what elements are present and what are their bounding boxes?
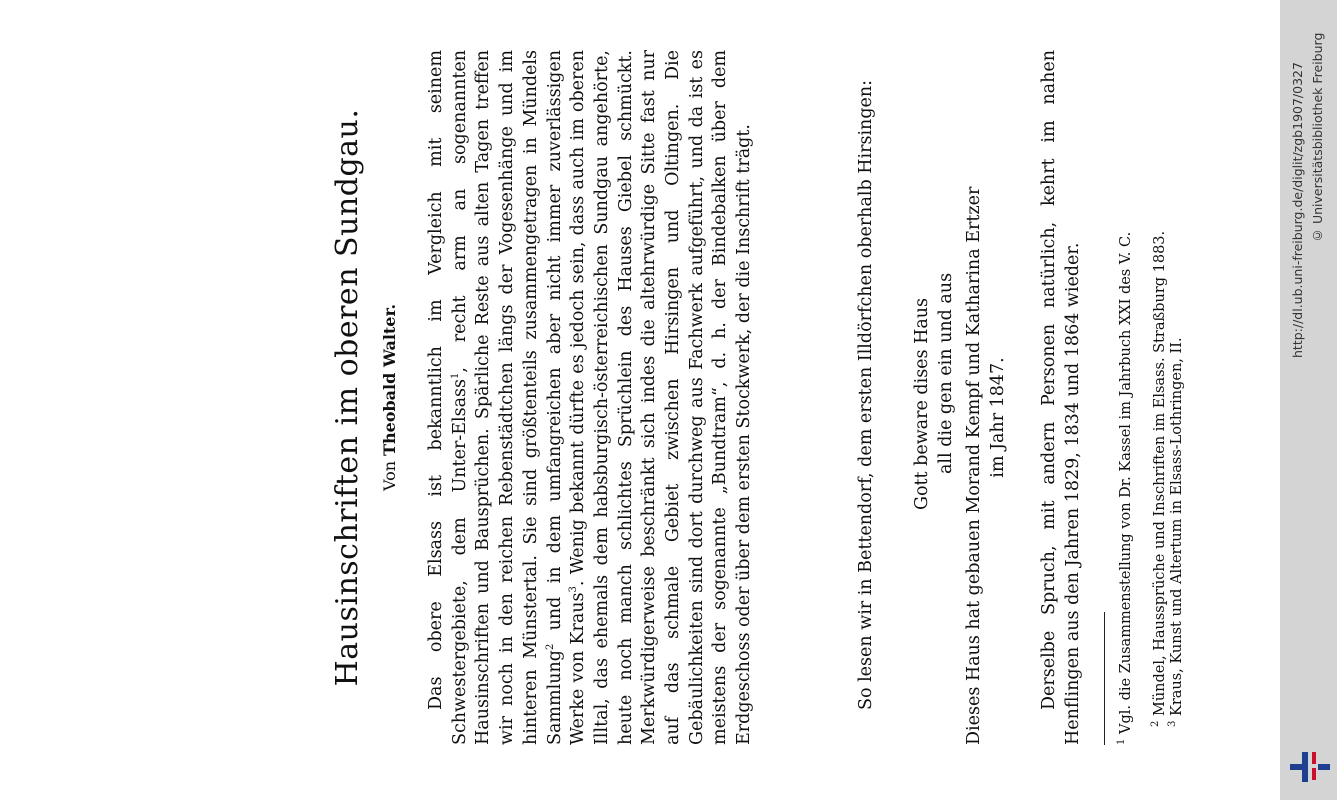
footnote-divider <box>1104 612 1105 745</box>
byline <box>380 50 399 745</box>
footnote-3 <box>1169 50 1186 745</box>
paragraph-1-part-3: und in dem umfangreichen aber nicht immer zuverlässigen Werke von Kraus <box>544 50 589 745</box>
footnote-1 <box>1118 50 1135 745</box>
inscription-line <box>963 50 1010 745</box>
footnote-2-text: Mündel, Haussprüche und Inschriften im Elsass. Straßburg 1883. <box>1152 230 1168 717</box>
footnote-1-text: Vgl. die Zusammenstellung von Dr. Kassel im Jahrbuch XXI des V. C. <box>1118 231 1134 735</box>
paragraph-2: So lesen wir in Bettendorf, dem ersten Illdörfchen oberhalb Hirsingen: <box>856 79 876 710</box>
footnote-2-number: 2 <box>1150 720 1162 727</box>
house-inscription-verse <box>910 210 958 510</box>
paragraph-1-part-2: , recht arm an sogenannten Hausinschriften und Bausprüchen. Spärliche Reste aus alten Tagen treffen wir noch in den reichen Rebenstädtchen längs der Vogesenhänge und im hinteren Münstertal. Sie sind größtenteils zusammengetragen in Mündels Sammlung <box>449 49 565 745</box>
footnote-3-text: Kraus, Kunst und Altertum in Elsass-Lothringen, II. <box>1169 337 1185 717</box>
byline-author: Theobald Walter. <box>380 303 399 456</box>
verse-line-1: Gott beware dises Haus <box>912 297 932 510</box>
footnote-ref-3: 3 <box>568 586 580 593</box>
byline-prefix: Von <box>380 460 399 492</box>
article-title: Hausinschriften im oberen Sundgau. <box>330 108 365 687</box>
footnote-3-number: 3 <box>1167 720 1179 727</box>
inscription-line-1: Dieses Haus hat gebauen Morand Kempf und Katharina Ertzer <box>964 186 984 745</box>
footnote-2 <box>1152 50 1169 745</box>
permalink-url[interactable]: http://dl.ub.uni-freiburg.de/diglit/zgb1907/0327 <box>1290 62 1305 358</box>
paragraph-1 <box>425 50 757 745</box>
paragraph-1-part-4: . Wenig bekannt dürfte es jedoch sein, dass auch im oberen Illtal, das ehemals dem habsburgisch-österreichischen Sundgau angehörte, heute noch manch schlichtes Sprüchlein des Hauses Giebel schmückt. Merkwürdigerweise beschränkt sich indes die altehrwürdige Sitte fast nur auf das schmale Gebiet zwischen Hirsingen und Oltingen. Die Gebäulichkeiten sind dort durchweg aus Fachwerk aufgeführt, und da ist es meistens der sogenannte „Bundtram“, d. h. der Bindebalken über dem Erdgeschoss oder über dem ersten Stockwerk, der die Inschrift trägt. <box>568 50 755 745</box>
inscription-line-2: im Jahr 1847. <box>987 357 1008 478</box>
library-logo-icon <box>1288 748 1332 784</box>
paragraph-1-part-1: Das obere Elsass ist bekanntlich im Vergleich mit seinem Schwestergebiete, dem Unter-Elsass <box>426 50 470 745</box>
footnote-ref-2: 2 <box>544 643 556 651</box>
verse-line-2: all die gen ein und aus <box>936 272 956 474</box>
paragraph-3: Derselbe Spruch, mit andern Personen natürlich, kehrt im nahen Henflingen aus den Jahren 1829, 1834 und 1864 wieder. <box>1039 50 1083 745</box>
viewer-sidebar <box>1280 0 1337 800</box>
footnote-ref-1: 1 <box>449 372 461 380</box>
footnote-1-number: 1 <box>1116 738 1128 745</box>
copyright-notice: © Universitätsbibliothek Freiburg <box>1310 32 1325 243</box>
